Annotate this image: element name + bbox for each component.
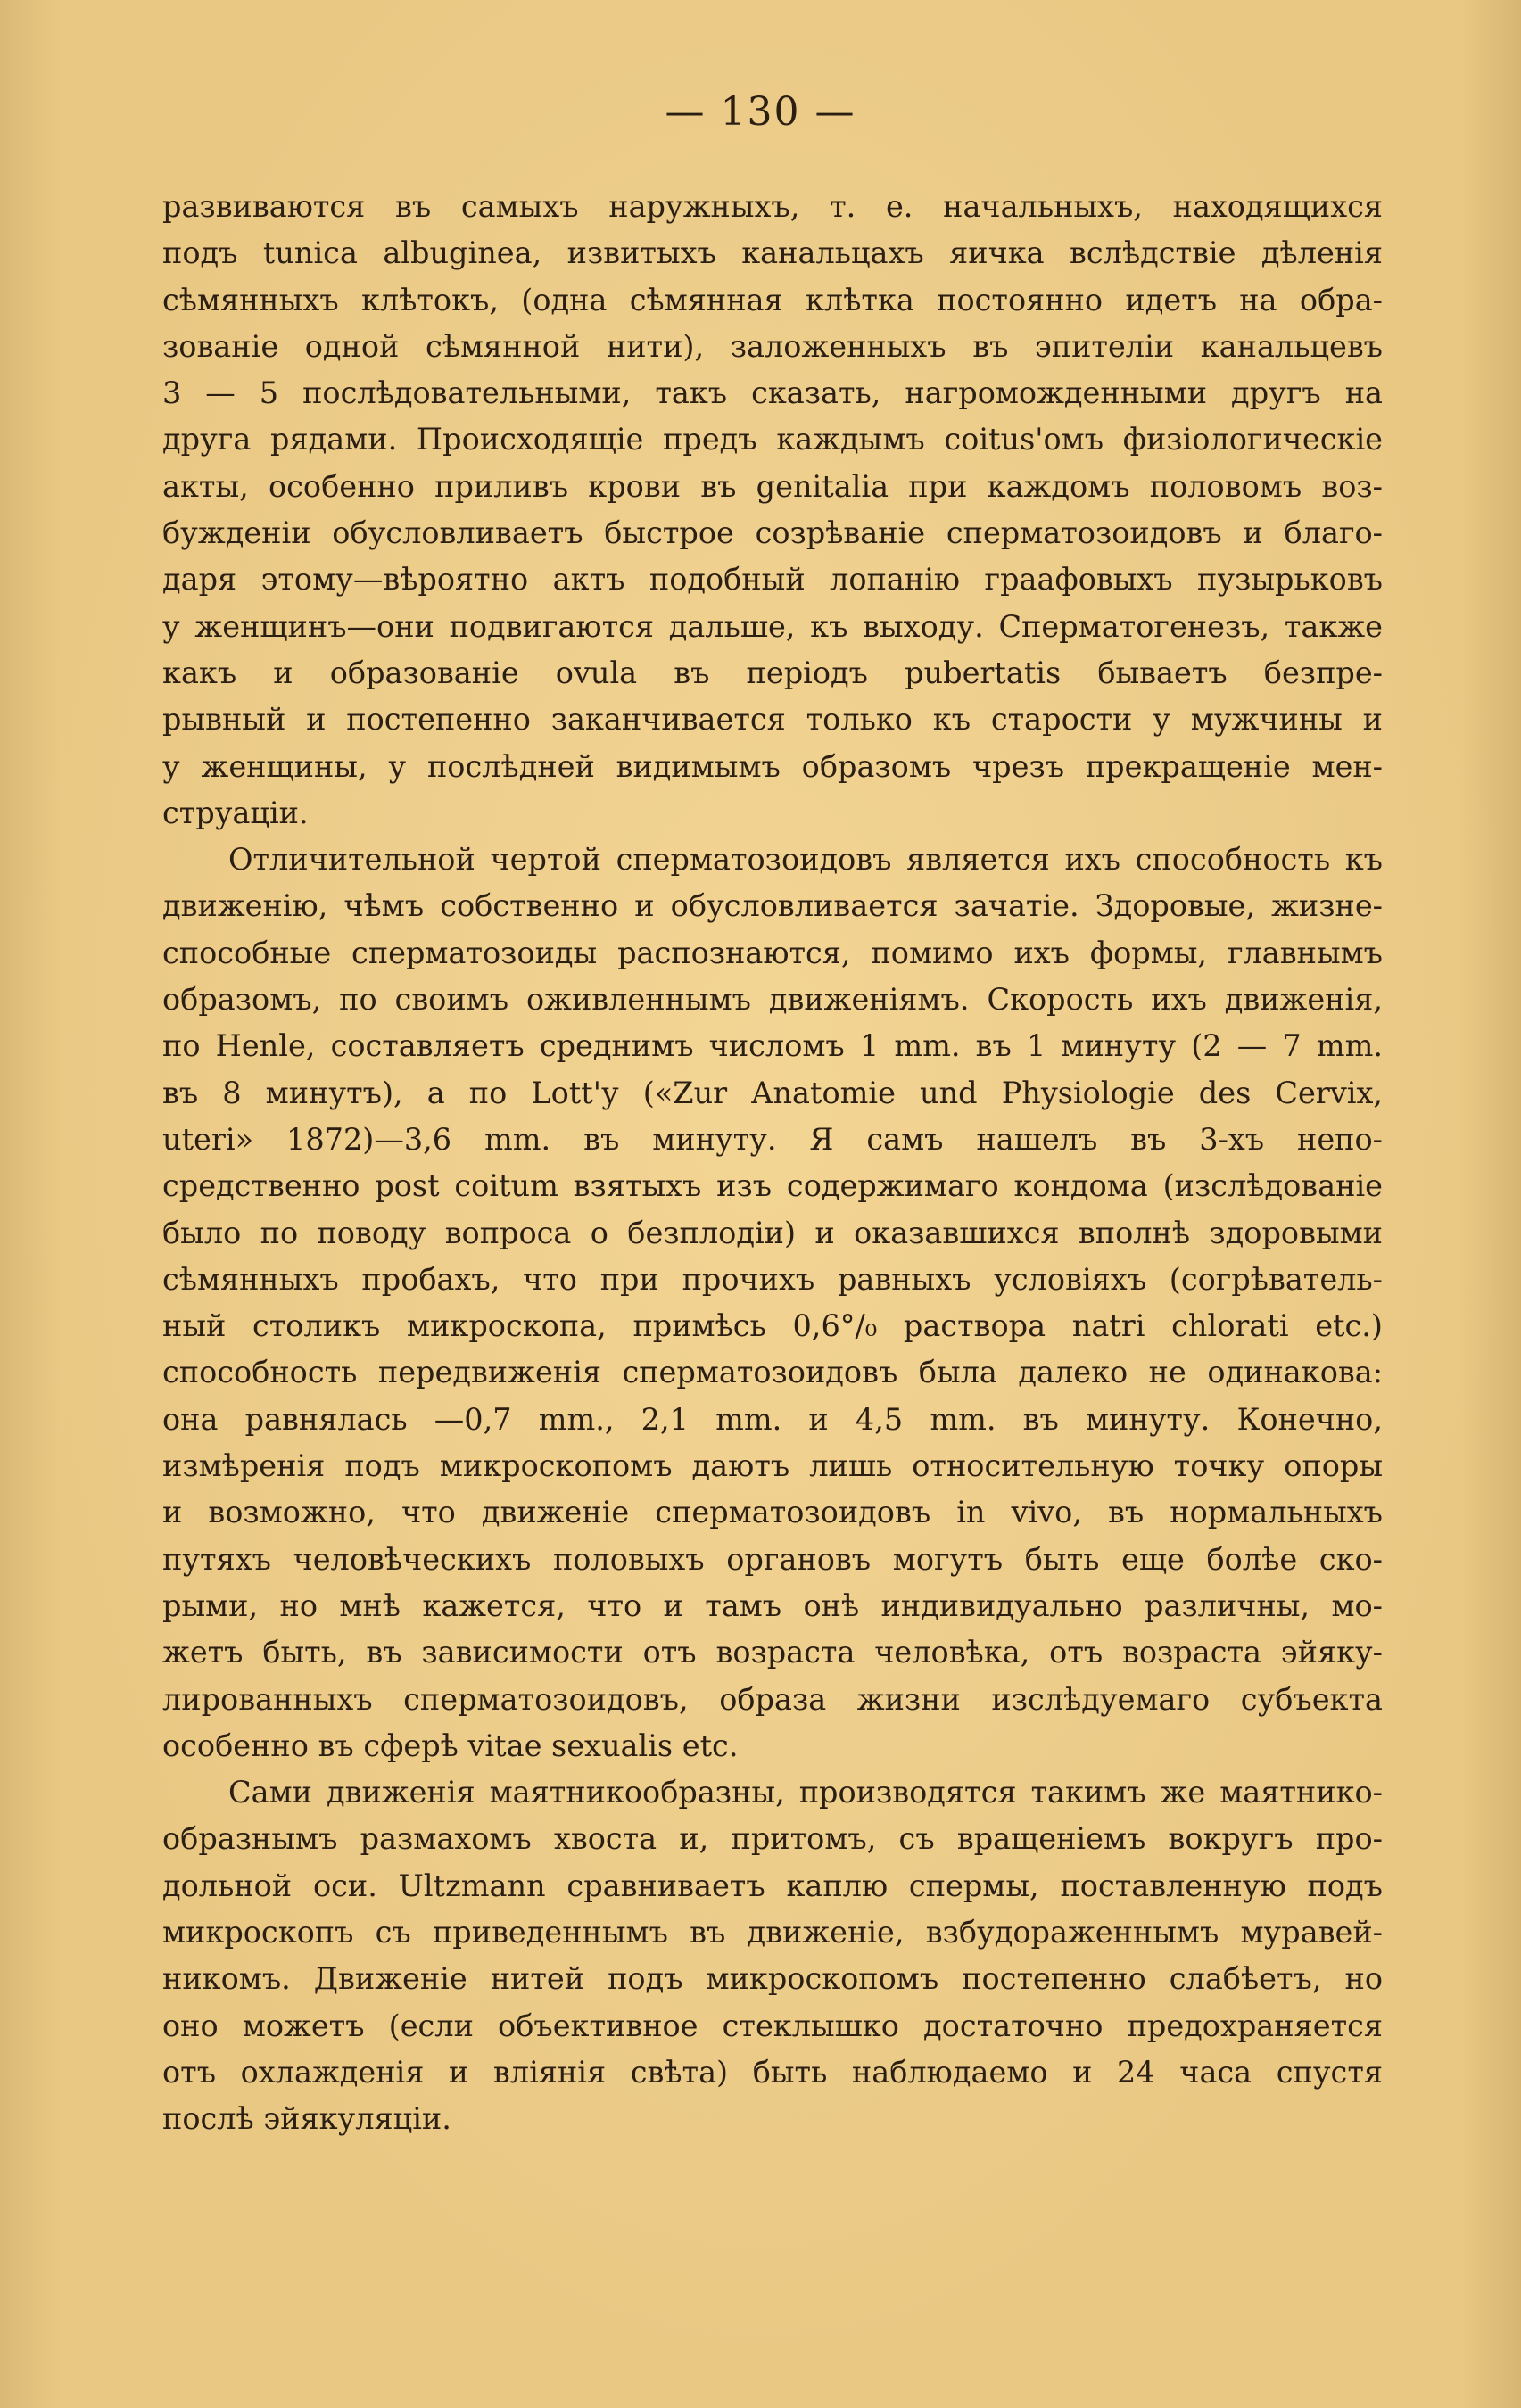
text-line: она равнялась —0,7 mm., 2,1 mm. и 4,5 mm. въ минуту. Конечно, bbox=[162, 1401, 1383, 1437]
text-line: какъ и образованіе ovula въ періодъ pubertatis бываетъ безпре- bbox=[162, 655, 1383, 690]
text-line: струаціи. bbox=[162, 795, 309, 830]
text-line: рывный и постепенно заканчивается только къ старости у мужчины и bbox=[162, 702, 1383, 738]
text-line: рыми, но мнѣ кажется, что и тамъ онѣ индивидуально различны, мо- bbox=[162, 1587, 1383, 1623]
paragraph-3 bbox=[162, 1769, 1383, 2142]
paragraph-1 bbox=[162, 184, 1383, 837]
text-line: сѣмянныхъ клѣтокъ, (одна сѣмянная клѣтка постоянно идетъ на обра- bbox=[162, 282, 1383, 317]
text-line: бужденіи обусловливаетъ быстрое созрѣваніе сперматозоидовъ и благо- bbox=[162, 515, 1383, 551]
text-line: Отличительной чертой сперматозоидовъ является ихъ способность къ bbox=[228, 842, 1383, 878]
text-line: у женщины, у послѣдней видимымъ образомъ чрезъ прекращеніе мен- bbox=[162, 748, 1383, 784]
text-line: и возможно, что движеніе сперматозоидовъ in vivo, въ нормальныхъ bbox=[162, 1495, 1383, 1530]
text-line: микроскопъ съ приведеннымъ въ движеніе, взбудораженнымъ муравей- bbox=[162, 1914, 1383, 1950]
text-line: дольной оси. Ultzmann сравниваетъ каплю спермы, поставленную подъ bbox=[162, 1868, 1383, 1903]
text-line: способность передвиженія сперматозоидовъ была далеко не одинакова: bbox=[162, 1355, 1383, 1390]
text-line: лированныхъ сперматозоидовъ, образа жизни изслѣдуемаго субъекта bbox=[162, 1681, 1383, 1717]
text-line: акты, особенно приливъ крови въ genitalia при каждомъ половомъ воз- bbox=[162, 468, 1383, 504]
text-line: въ 8 минутъ), а по Lott'у («Zur Anatomie und Physiologie des Cervix, bbox=[162, 1075, 1383, 1110]
text-line: измѣренія подъ микроскопомъ даютъ лишь относительную точку опоры bbox=[162, 1448, 1383, 1484]
text-line: способные сперматозоиды распознаются, помимо ихъ формы, главнымъ bbox=[162, 935, 1383, 970]
paragraph-2 bbox=[162, 837, 1383, 1769]
body-text bbox=[162, 184, 1383, 2142]
text-line: подъ tunica albuginea, извитыхъ канальцахъ яичка вслѣдствіе дѣленія bbox=[162, 235, 1383, 271]
text-line: путяхъ человѣческихъ половыхъ органовъ могутъ быть еще болѣе ско- bbox=[162, 1541, 1383, 1577]
text-line: никомъ. Движеніе нитей подъ микроскопомъ постепенно слабѣетъ, но bbox=[162, 1961, 1383, 1997]
text-line: Сами движенія маятникообразны, производятся такимъ же маятнико- bbox=[228, 1775, 1383, 1810]
text-line: зованіе одной сѣмянной нити), заложенныхъ въ эпителіи канальцевъ bbox=[162, 328, 1383, 364]
text-line: средственно post coitum взятыхъ изъ содержимаго кондома (изслѣдованіе bbox=[162, 1168, 1383, 1204]
text-line: оно можетъ (если объективное стеклышко достаточно предохраняется bbox=[162, 2008, 1383, 2043]
text-line: образомъ, по своимъ оживленнымъ движеніямъ. Скорость ихъ движенія, bbox=[162, 982, 1383, 1018]
text-line: было по поводу вопроса о безплодіи) и оказавшихся вполнѣ здоровыми bbox=[162, 1215, 1383, 1250]
text-line: образнымъ размахомъ хвоста и, притомъ, съ вращеніемъ вокругъ про- bbox=[162, 1821, 1383, 1857]
text-line: жетъ быть, въ зависимости отъ возраста человѣка, отъ возраста эйяку- bbox=[162, 1635, 1383, 1670]
text-line: движенію, чѣмъ собственно и обусловливается зачатіе. Здоровые, жизне- bbox=[162, 888, 1383, 924]
text-line: отъ охлажденія и вліянія свѣта) быть наблюдаемо и 24 часа спустя bbox=[162, 2054, 1383, 2090]
text-line: особенно въ сферѣ vitae sexualis etc. bbox=[162, 1728, 739, 1763]
text-line: послѣ эйякуляціи. bbox=[162, 2101, 451, 2137]
text-line: 3 — 5 послѣдовательными, такъ сказать, нагроможденными другъ на bbox=[162, 375, 1383, 411]
page-number: — 130 — bbox=[665, 89, 856, 135]
text-line: даря этому—вѣроятно актъ подобный лопанію граафовыхъ пузырьковъ bbox=[162, 562, 1383, 598]
text-line: сѣмянныхъ пробахъ, что при прочихъ равныхъ условіяхъ (согрѣватель- bbox=[162, 1261, 1383, 1297]
text-line: друга рядами. Происходящіе предъ каждымъ coitus'омъ физіологическіе bbox=[162, 422, 1383, 458]
text-line: uteri» 1872)—3,6 mm. въ минуту. Я самъ нашелъ въ 3-хъ непо- bbox=[162, 1121, 1383, 1157]
text-line: у женщинъ—они подвигаются дальше, къ выходу. Сперматогенезъ, также bbox=[162, 608, 1383, 644]
text-line: ный столикъ микроскопа, примѣсь 0,6°/₀ раствора natri chlorati etc.) bbox=[162, 1308, 1383, 1344]
text-line: развиваются въ самыхъ наружныхъ, т. е. начальныхъ, находящихся bbox=[162, 189, 1383, 224]
text-line: по Henle, составляетъ среднимъ числомъ 1 mm. въ 1 минуту (2 — 7 mm. bbox=[162, 1028, 1383, 1064]
